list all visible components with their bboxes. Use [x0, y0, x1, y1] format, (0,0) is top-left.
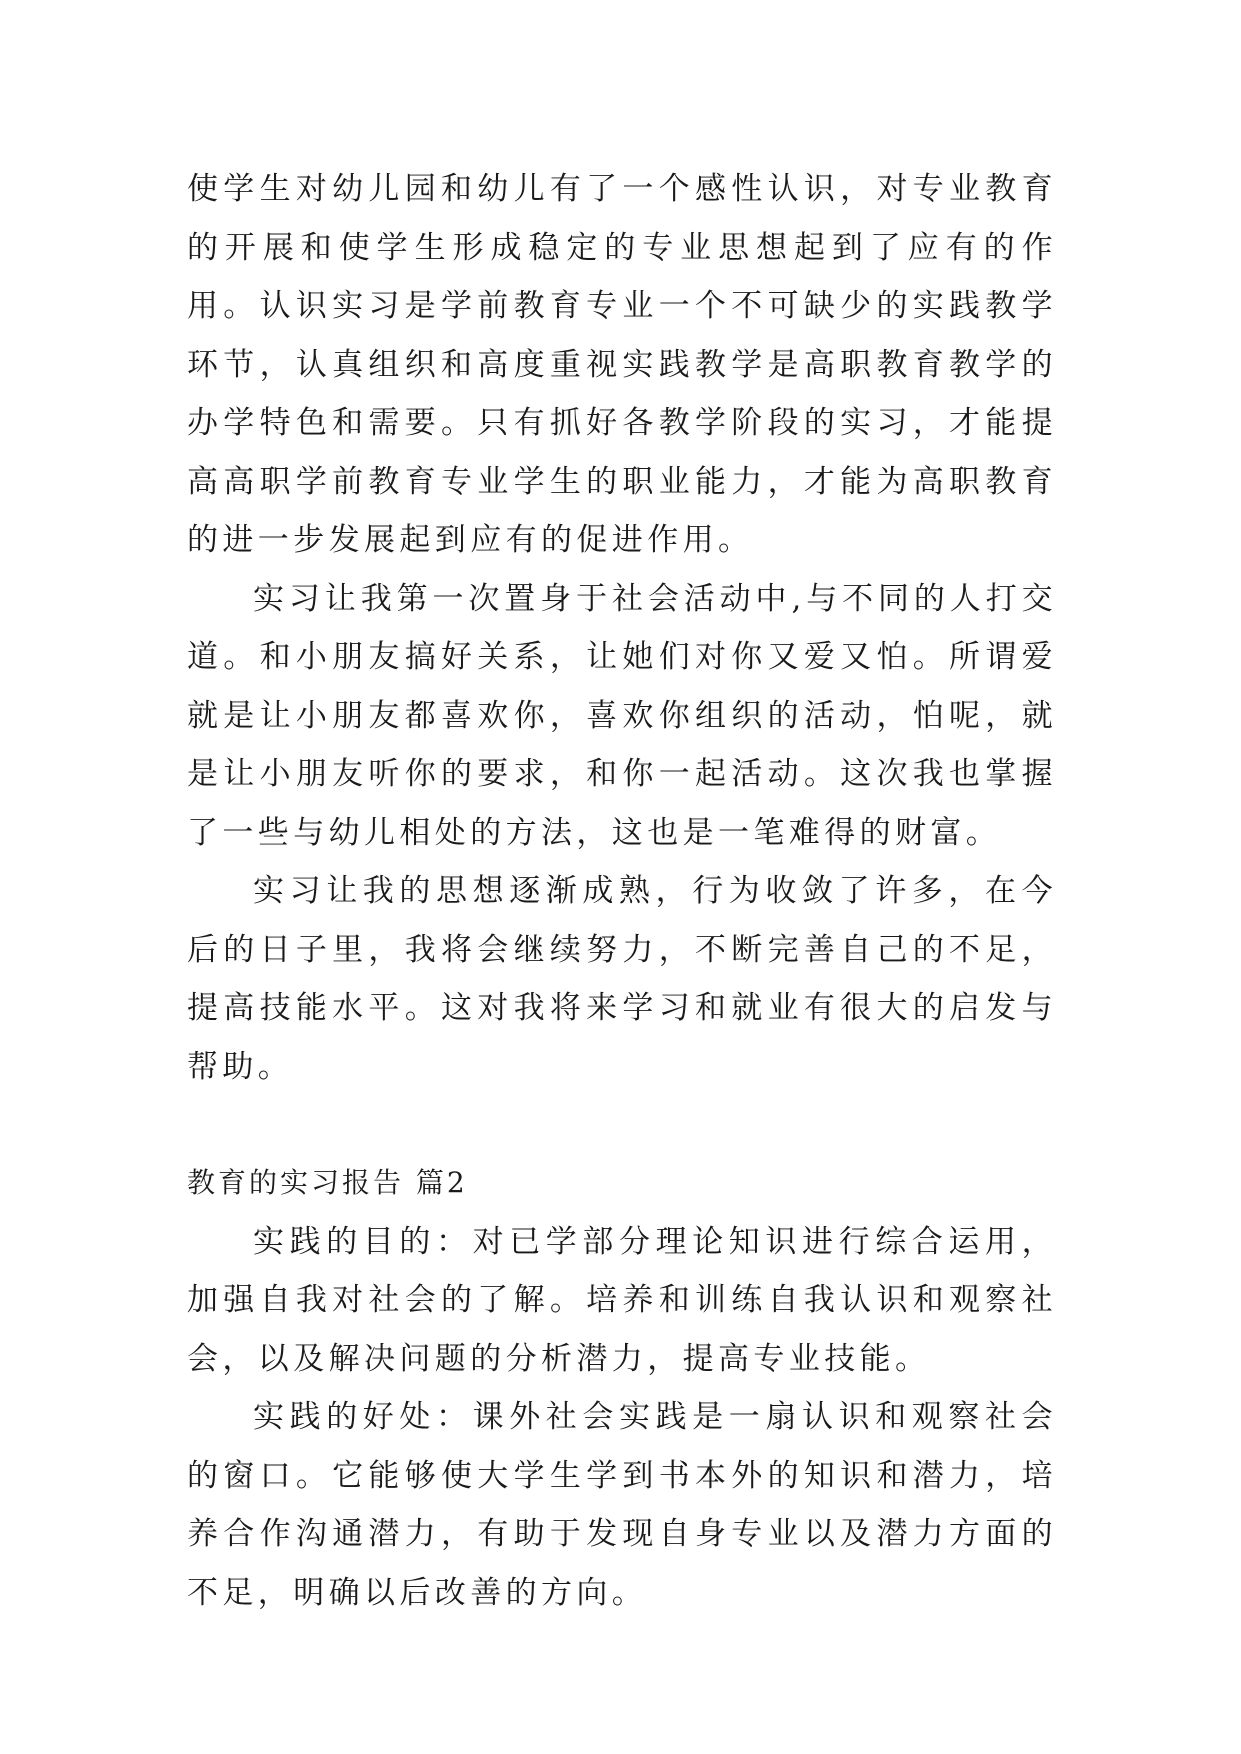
paragraph-practice-purpose: 实践的目的：对已学部分理论知识进行综合运用，加强自我对社会的了解。培养和训练自我认识和观察社会，以及解决问题的分析潜力，提高专业技能。 — [187, 1223, 1057, 1377]
paragraph-practice-benefit: 实践的好处：课外社会实践是一扇认识和观察社会的窗口。它能够使大学生学到书本外的知识和潜力，培养合作沟通潜力，有助于发现自身专业以及潜力方面的不足，明确以后改善的方向。 — [187, 1399, 1057, 1611]
paragraph-continuation: 使学生对幼儿园和幼儿有了一个感性认识，对专业教育的开展和使学生形成稳定的专业思想起到了应有的作用。认识实习是学前教育专业一个不可缺少的实践教学环节，认真组织和高度重视实践教学是高职教育教学的办学特色和需要。只有抓好各教学阶段的实习，才能提高高职学前教育专业学生的职业能力，才能为高职教育的进一步发展起到应有的促进作用。 — [187, 171, 1057, 558]
paragraph-social-activity: 实习让我第一次置身于社会活动中,与不同的人打交道。和小朋友搞好关系，让她们对你又爱又怕。所谓爱就是让小朋友都喜欢你，喜欢你组织的活动，怕呢，就是让小朋友听你的要求，和你一起活动。这次我也掌握了一些与幼儿相处的方法，这也是一笔难得的财富。 — [187, 580, 1057, 851]
paragraph-maturity: 实习让我的思想逐渐成熟，行为收敛了许多，在今后的日子里，我将会继续努力，不断完善自己的不足，提高技能水平。这对我将来学习和就业有很大的启发与帮助。 — [187, 873, 1057, 1085]
section-heading: 教育的实习报告 篇2 — [187, 1166, 468, 1199]
document-body — [187, 160, 1057, 1622]
